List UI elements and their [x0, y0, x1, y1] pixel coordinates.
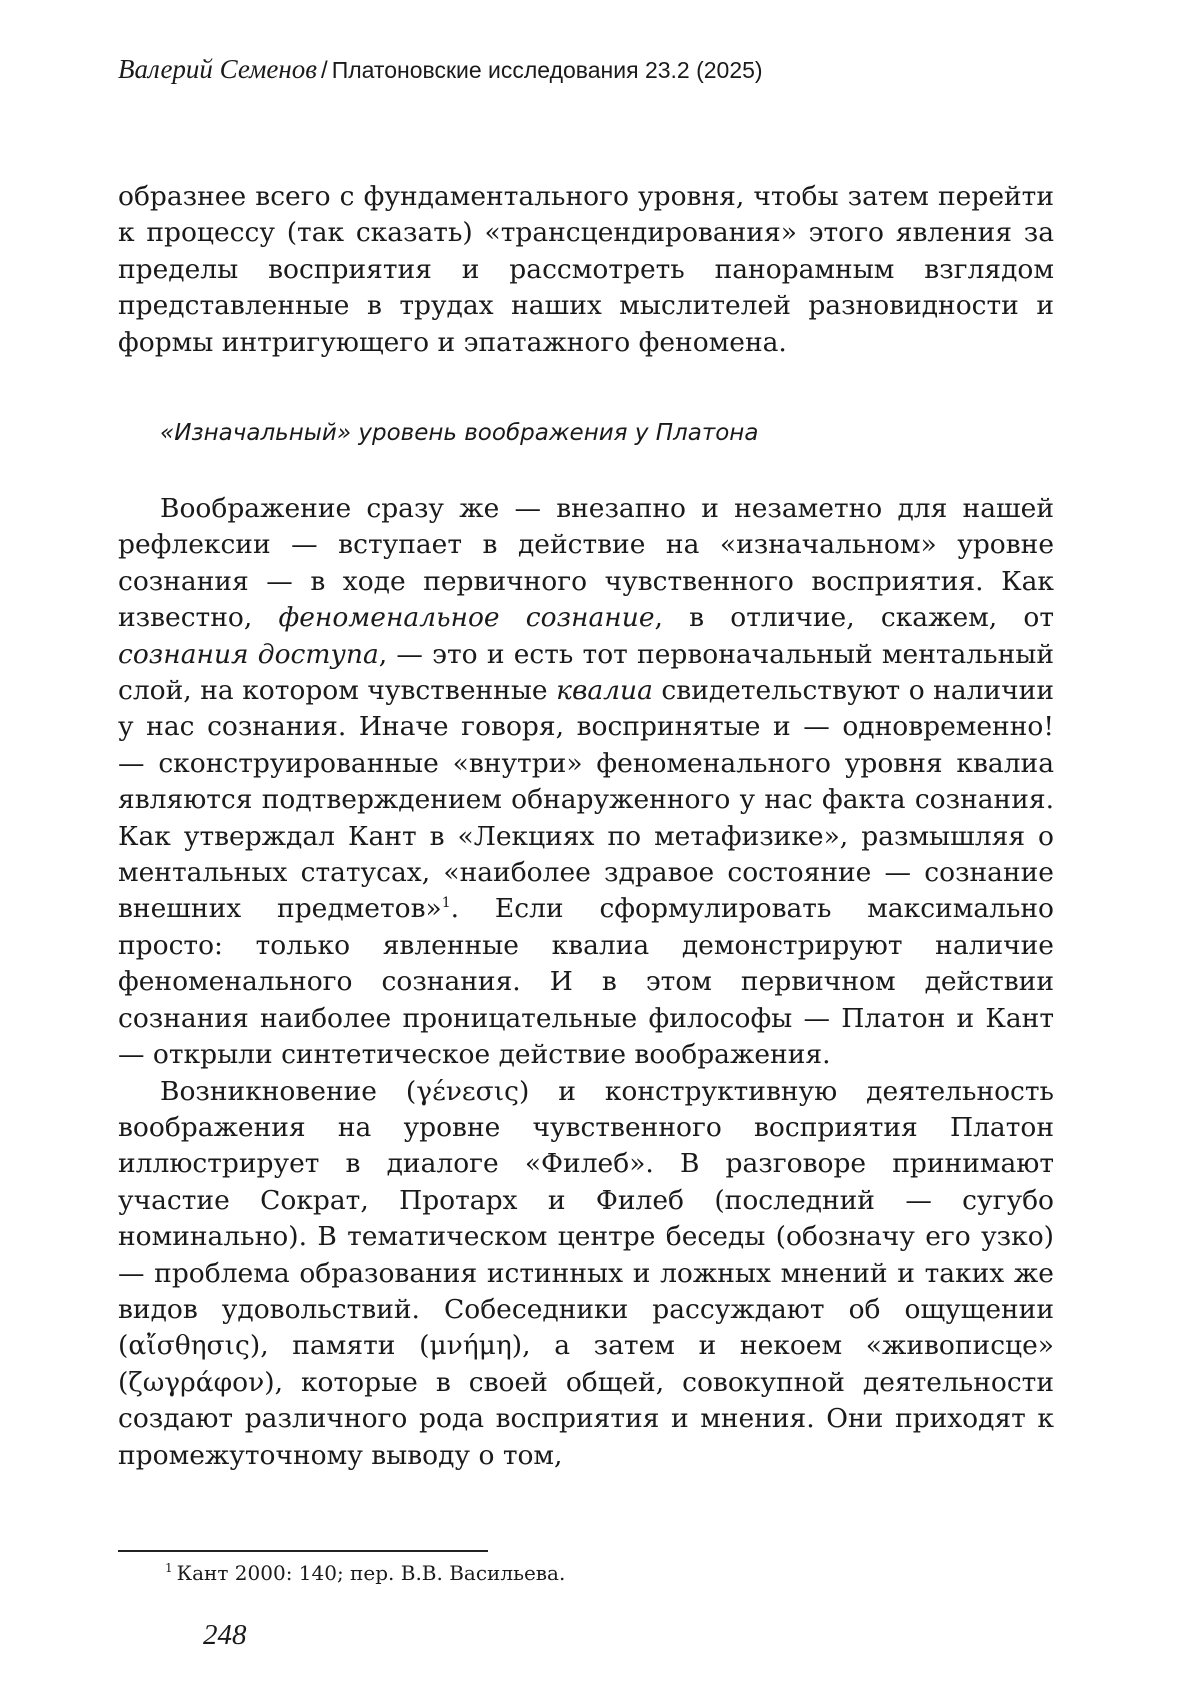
p1-text-2: , в отличие, скажем, от [654, 602, 1054, 634]
header-separator: / [321, 57, 328, 84]
footnote-number: 1 [165, 1561, 173, 1575]
p1-term-qualia: квалиа [556, 675, 653, 707]
p1-term-phenomenal: феноменальное сознание [278, 602, 655, 634]
p1-text-4: свидетельствуют о наличии у нас сознания. Иначе говоря, воспринятые и — одновременно! — сконструированные «внутри» феноменального уровня квалиа являются подтверждением обнаруженного у нас факта сознания. Как утверждал Кант в «Лекциях по метафизике», размышляя о ментальных статусах, «наиболее здравое состояние — сознание внешних предметов» [118, 675, 1054, 925]
p1-term-access: сознания доступа [118, 638, 379, 670]
body-paragraph-1 [118, 491, 1054, 1074]
intro-paragraph: образнее всего с фундаментального уровня, чтобы затем перейти к процессу (так сказать) «трансцендирования» этого явления за пределы восприятия и рассмотреть панорамным взглядом представленные в трудах наших мыслителей разновидности и формы интригующего и эпатажного феномена. [118, 181, 1054, 358]
running-header [118, 52, 763, 88]
header-journal: Платоновские исследования 23.2 (2025) [331, 57, 763, 83]
main-body [118, 491, 1054, 1474]
footnote-1 [165, 1558, 565, 1588]
header-author: Валерий Семенов [118, 54, 318, 84]
footnote-rule [118, 1550, 488, 1552]
p1-text-3: , — это и есть тот первоначальный ментальный слой, на котором чувственные [118, 638, 1054, 707]
p1-text-1: Воображение сразу же — внезапно и незаметно для нашей рефлексии — вступает в действие на «изначальном» уровне сознания — в ходе первичного чувственного восприятия. Как известно, [118, 493, 1054, 634]
intro-paragraph-block [118, 179, 1054, 361]
page-number: 248 [203, 1619, 247, 1651]
section-heading: «Изначальный» уровень воображения у Платона [160, 420, 759, 446]
footnote-ref-1[interactable]: 1 [441, 895, 451, 912]
p1-text-5: . Если сформулировать максимально просто: только явленные квалиа демонстрируют наличие феноменального сознания. И в этом первичном действии сознания наиболее проницательные философы — Платон и Кант — открыли синтетическое действие воображения. [118, 893, 1054, 1071]
body-paragraph-2: Возникновение (γένεσις) и конструктивную деятельность воображения на уровне чувственного восприятия Платон иллюстрирует в диалоге «Филеб». В разговоре принимают участие Сократ, Протарх и Филеб (последний — сугубо номинально). В тематическом центре беседы (обозначу его узко) — проблема образования истинных и ложных мнений и таких же видов удовольствий. Собеседники рассуждают об ощущении (αἴσθησις), памяти (μνήμη), а затем и некоем «живописце» (ζωγράφον), которые в своей общей, совокупной деятельности создают различного рода восприятия и мнения. Они приходят к промежуточному выводу о том, [118, 1075, 1054, 1471]
footnote-text: Кант 2000: 140; пер. В.В. Васильева. [176, 1561, 566, 1585]
